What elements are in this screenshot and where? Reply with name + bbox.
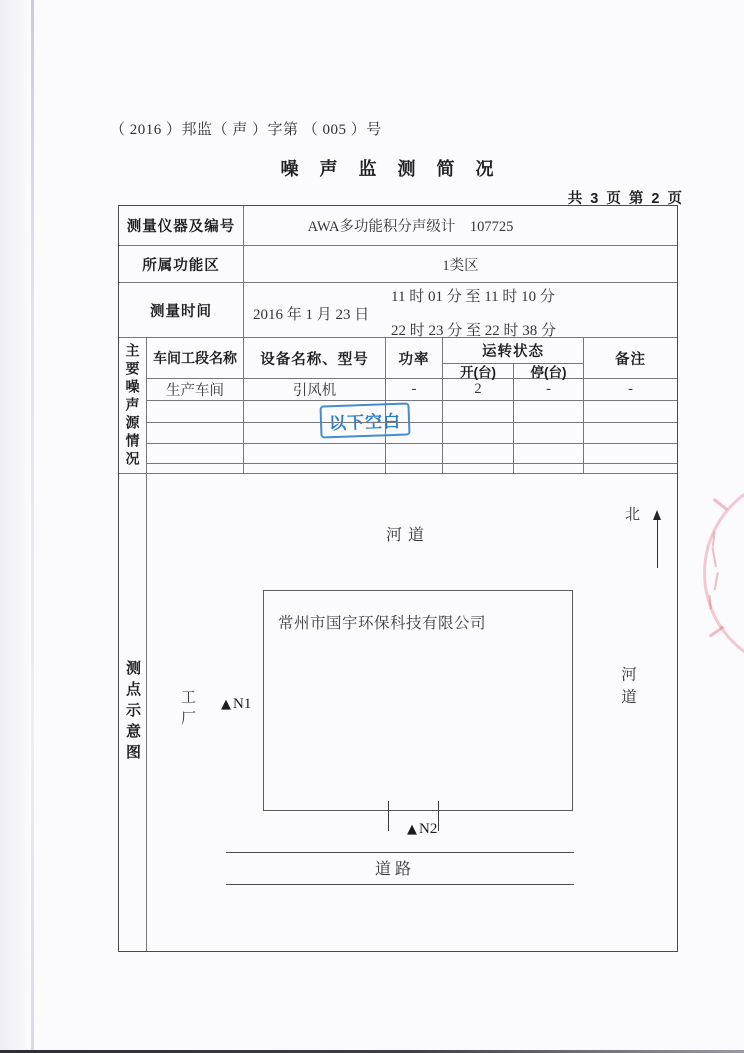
road-label: 道路: [375, 861, 416, 878]
time-label: 测量时间: [119, 283, 244, 338]
empty-noise-source-cell: [147, 401, 244, 423]
header-running-status: 运转状态: [443, 338, 584, 364]
empty-noise-source-cell: [584, 444, 677, 464]
time-range-night: 22 时 23 分 至 22 时 38 分: [391, 323, 557, 339]
empty-noise-source-cell: [244, 401, 386, 423]
zone-label: 所属功能区: [119, 246, 244, 283]
road-line: [226, 852, 574, 853]
gate-tick: [388, 801, 389, 831]
empty-noise-source-cell: [244, 444, 386, 464]
empty-noise-source-cell: [147, 464, 244, 474]
empty-noise-source-cell: [386, 464, 443, 474]
point-n2-label: N2: [419, 821, 438, 837]
page-indicator: 共 3 页 第 2 页: [567, 191, 684, 207]
point-n1: [221, 696, 251, 713]
empty-noise-source-cell: [386, 444, 443, 464]
monitoring-table: [118, 205, 678, 952]
cell-running-on: 2: [443, 379, 514, 401]
triangle-marker-icon: ▲: [221, 697, 231, 712]
doc-number: （ 2016 ）邦监（ 声 ）字第 （ 005 ）号: [110, 122, 382, 138]
empty-noise-source-cell: [443, 401, 514, 423]
cell-equipment: 引风机: [244, 379, 386, 401]
empty-noise-source-cell: [514, 401, 584, 423]
road-line: [226, 884, 574, 885]
instrument-value: AWA多功能积分声级计 107725: [244, 206, 677, 246]
cell-remark: -: [584, 379, 677, 401]
factory-label: 工厂: [179, 689, 195, 731]
header-workshop: 车间工段名称: [147, 338, 244, 379]
red-seal-stroke: [713, 498, 728, 511]
empty-noise-source-cell: [514, 423, 584, 444]
point-n1-label: N1: [233, 696, 252, 712]
instrument-label: 测量仪器及编号: [119, 206, 244, 246]
header-running-off: 停(台): [514, 364, 584, 379]
cell-running-off: -: [514, 379, 584, 401]
empty-noise-source-cell: [584, 401, 677, 423]
empty-noise-source-cell: [584, 464, 677, 474]
sketch-section-label: 测点示意图: [119, 474, 147, 951]
page-title: 噪 声 监 测 简 况: [280, 159, 502, 179]
noise-source-section-label: 主要噪声源情况: [119, 338, 147, 474]
header-equipment: 设备名称、型号: [244, 338, 386, 379]
zone-value: 1类区: [244, 246, 677, 283]
header-running-on: 开(台): [443, 364, 514, 379]
north-arrow: [657, 515, 658, 568]
empty-noise-source-cell: [514, 444, 584, 464]
time-cell: [244, 283, 677, 338]
point-n2: [407, 821, 437, 838]
empty-noise-source-cell: [443, 423, 514, 444]
north-arrow-head: [653, 510, 661, 520]
empty-noise-source-cell: [386, 401, 443, 423]
cell-power: -: [386, 379, 443, 401]
empty-noise-source-cell: [244, 464, 386, 474]
empty-noise-source-cell: [443, 464, 514, 474]
empty-noise-source-cell: [244, 423, 386, 444]
empty-noise-source-cell: [386, 423, 443, 444]
north-label: 北: [625, 507, 641, 523]
river-top-label: 河道: [386, 527, 431, 544]
empty-noise-source-cell: [584, 423, 677, 444]
header-remark: 备注: [584, 338, 677, 379]
measurement-date: 2016 年 1 月 23 日: [253, 307, 370, 323]
empty-noise-source-cell: [147, 444, 244, 464]
gate-tick: [438, 801, 439, 831]
cell-workshop: 生产车间: [147, 379, 244, 401]
river-right-label: 河道: [619, 666, 636, 711]
empty-noise-source-cell: [147, 423, 244, 444]
triangle-marker-icon: ▲: [407, 822, 417, 837]
time-range-day: 11 时 01 分 至 11 时 10 分: [391, 289, 555, 305]
empty-noise-source-cell: [443, 444, 514, 464]
factory-boundary: [263, 590, 573, 811]
empty-noise-source-cell: [514, 464, 584, 474]
red-seal-fragment-arc: [703, 474, 744, 672]
blank-below-stamp: 以下空白: [319, 402, 410, 438]
company-name: 常州市国宇环保科技有限公司: [278, 615, 487, 632]
site-sketch: [147, 474, 677, 951]
header-power: 功率: [386, 338, 443, 379]
